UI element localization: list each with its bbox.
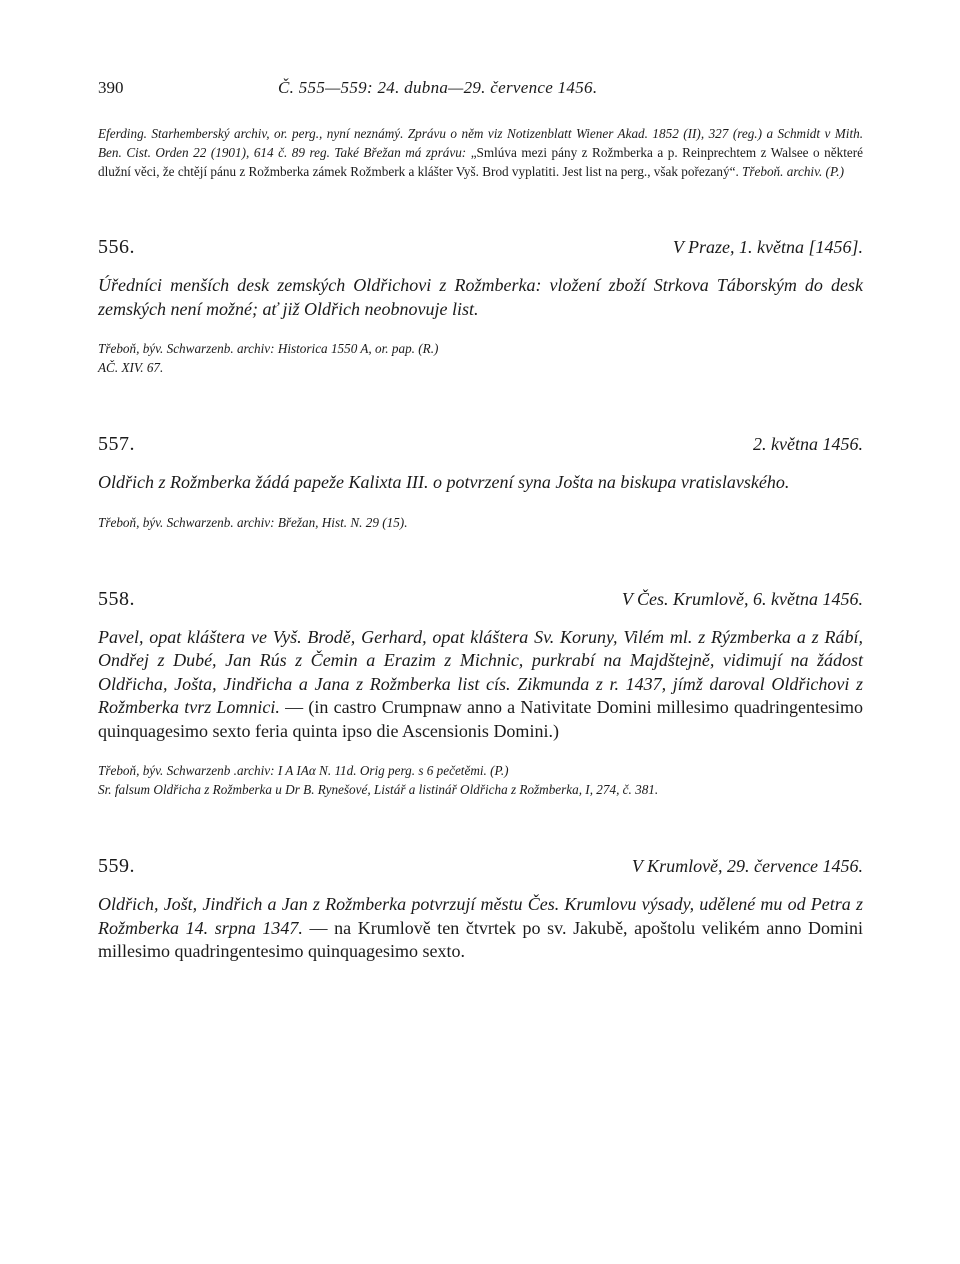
entry-sources xyxy=(98,339,863,377)
entry-558 xyxy=(98,588,863,800)
entry-556 xyxy=(98,236,863,377)
entry-regest xyxy=(98,274,863,321)
source-line: Třeboň, býv. Schwarzenb. archiv: Historica 1550 A, or. pap. (R.) xyxy=(98,341,439,357)
regest-quote: — (in castro Crumpnaw anno a Nativitate Domini millesimo quadringentesimo quinquagesimo sexto feria quinta ipso die Ascensionis Domini.) xyxy=(98,697,863,741)
entry-place-date: 2. května 1456. xyxy=(753,434,863,455)
entry-559 xyxy=(98,855,863,964)
regest-text: Oldřich z Rožmberka žádá papeže Kalixta III. o potvrzení syna Jošta na biskupa vratislavského. xyxy=(98,472,790,493)
entry-heading xyxy=(98,855,863,887)
entry-number: 559. xyxy=(98,855,135,878)
entry-regest xyxy=(98,626,863,744)
entry-place-date: V Krumlově, 29. července 1456. xyxy=(631,856,863,877)
entry-heading xyxy=(98,236,863,268)
entry-heading xyxy=(98,433,863,465)
regest-text: Úředníci menších desk zemských Oldřichovi z Rožmberka: vložení zboží Strkova Táborským do desk zemských není možné; ať již Oldřich neobnovuje list. xyxy=(98,275,863,319)
regest-quote: — na Krumlově ten čtvrtek po sv. Jakubě, apoštolu velikém anno Domini millesimo quadringentesimo quinquagesimo sexto. xyxy=(98,917,863,962)
entry-sources xyxy=(98,513,863,532)
entry-number: 556. xyxy=(98,236,135,259)
note-italic-part: Eferding. Starhemberský archiv, or. perg., nyní neznámý. Zprávu o něm viz Notizenblatt Wiener Akad. 1852 (II), 327 (reg.) a Schmidt v Mith. Ben. Cist. Orden 22 (1901), 614 č. 89 reg. Také Břežan má zprávu: xyxy=(98,126,863,160)
regest-text: Oldřich, Jošt, Jindřich a Jan z Rožmberka potvrzují městu Čes. Krumlovu výsady, udělené mu od Petra z Rožmberka 14. srpna 1347. xyxy=(98,894,863,938)
entry-number: 557. xyxy=(98,433,135,456)
entry-number: 558. xyxy=(98,587,135,610)
previous-entry-note xyxy=(98,124,863,181)
running-title: Č. 555—559: 24. dubna—29. července 1456. xyxy=(278,78,598,97)
regest-text: Pavel, opat kláštera ve Vyš. Brodě, Gerhard, opat kláštera Sv. Koruny, Vilém ml. z Rýzmberka a z Rábí, Ondřej z Dubé, Jan Rús z Čemin a Erazim z Michnic, purkrabí na Majdštejně, vidimují na žádost Oldřicha, Jošta, Jindřicha a Jana z Rožmberka list cís. Zikmunda z r. 1437, jímž daroval Oldřichovi z Rožmberka tvrz Lomnici. xyxy=(98,626,863,718)
source-line: Třeboň, býv. Schwarzenb .archiv: I A IAα N. 11d. Orig perg. s 6 pečetěmi. (P.) xyxy=(98,763,509,779)
source-line: Sr. falsum Oldřicha z Rožmberka u Dr B. Rynešové, Listář a listinář Oldřicha z Rožmberka, I, 274, č. 381. xyxy=(98,782,659,798)
note-archive: Třeboň. archiv. (P.) xyxy=(738,164,844,179)
note-quote: „Smlúva mezi pány z Rožmberka a p. Reinprechtem z Walsee o některé dlužní věci, že chtějí pánu z Rožmberka zámek Rožmberk a klášter Vyš. Brod vyplatiti. Jest list na perg., však pořezaný“. xyxy=(98,145,863,179)
entry-sources xyxy=(98,761,863,799)
entry-place-date: V Čes. Krumlově, 6. května 1456. xyxy=(621,588,863,609)
entry-regest xyxy=(98,471,863,495)
page-number: 390 xyxy=(98,78,124,97)
entry-557 xyxy=(98,433,863,532)
source-line: AČ. XIV. 67. xyxy=(98,360,164,376)
entry-regest xyxy=(98,893,863,964)
entry-place-date: V Praze, 1. května [1456]. xyxy=(672,237,863,258)
page-header xyxy=(98,70,863,110)
entry-heading xyxy=(98,588,863,620)
source-line: Třeboň, býv. Schwarzenb. archiv: Břežan, Hist. N. 29 (15). xyxy=(98,514,408,530)
document-page xyxy=(98,70,863,964)
